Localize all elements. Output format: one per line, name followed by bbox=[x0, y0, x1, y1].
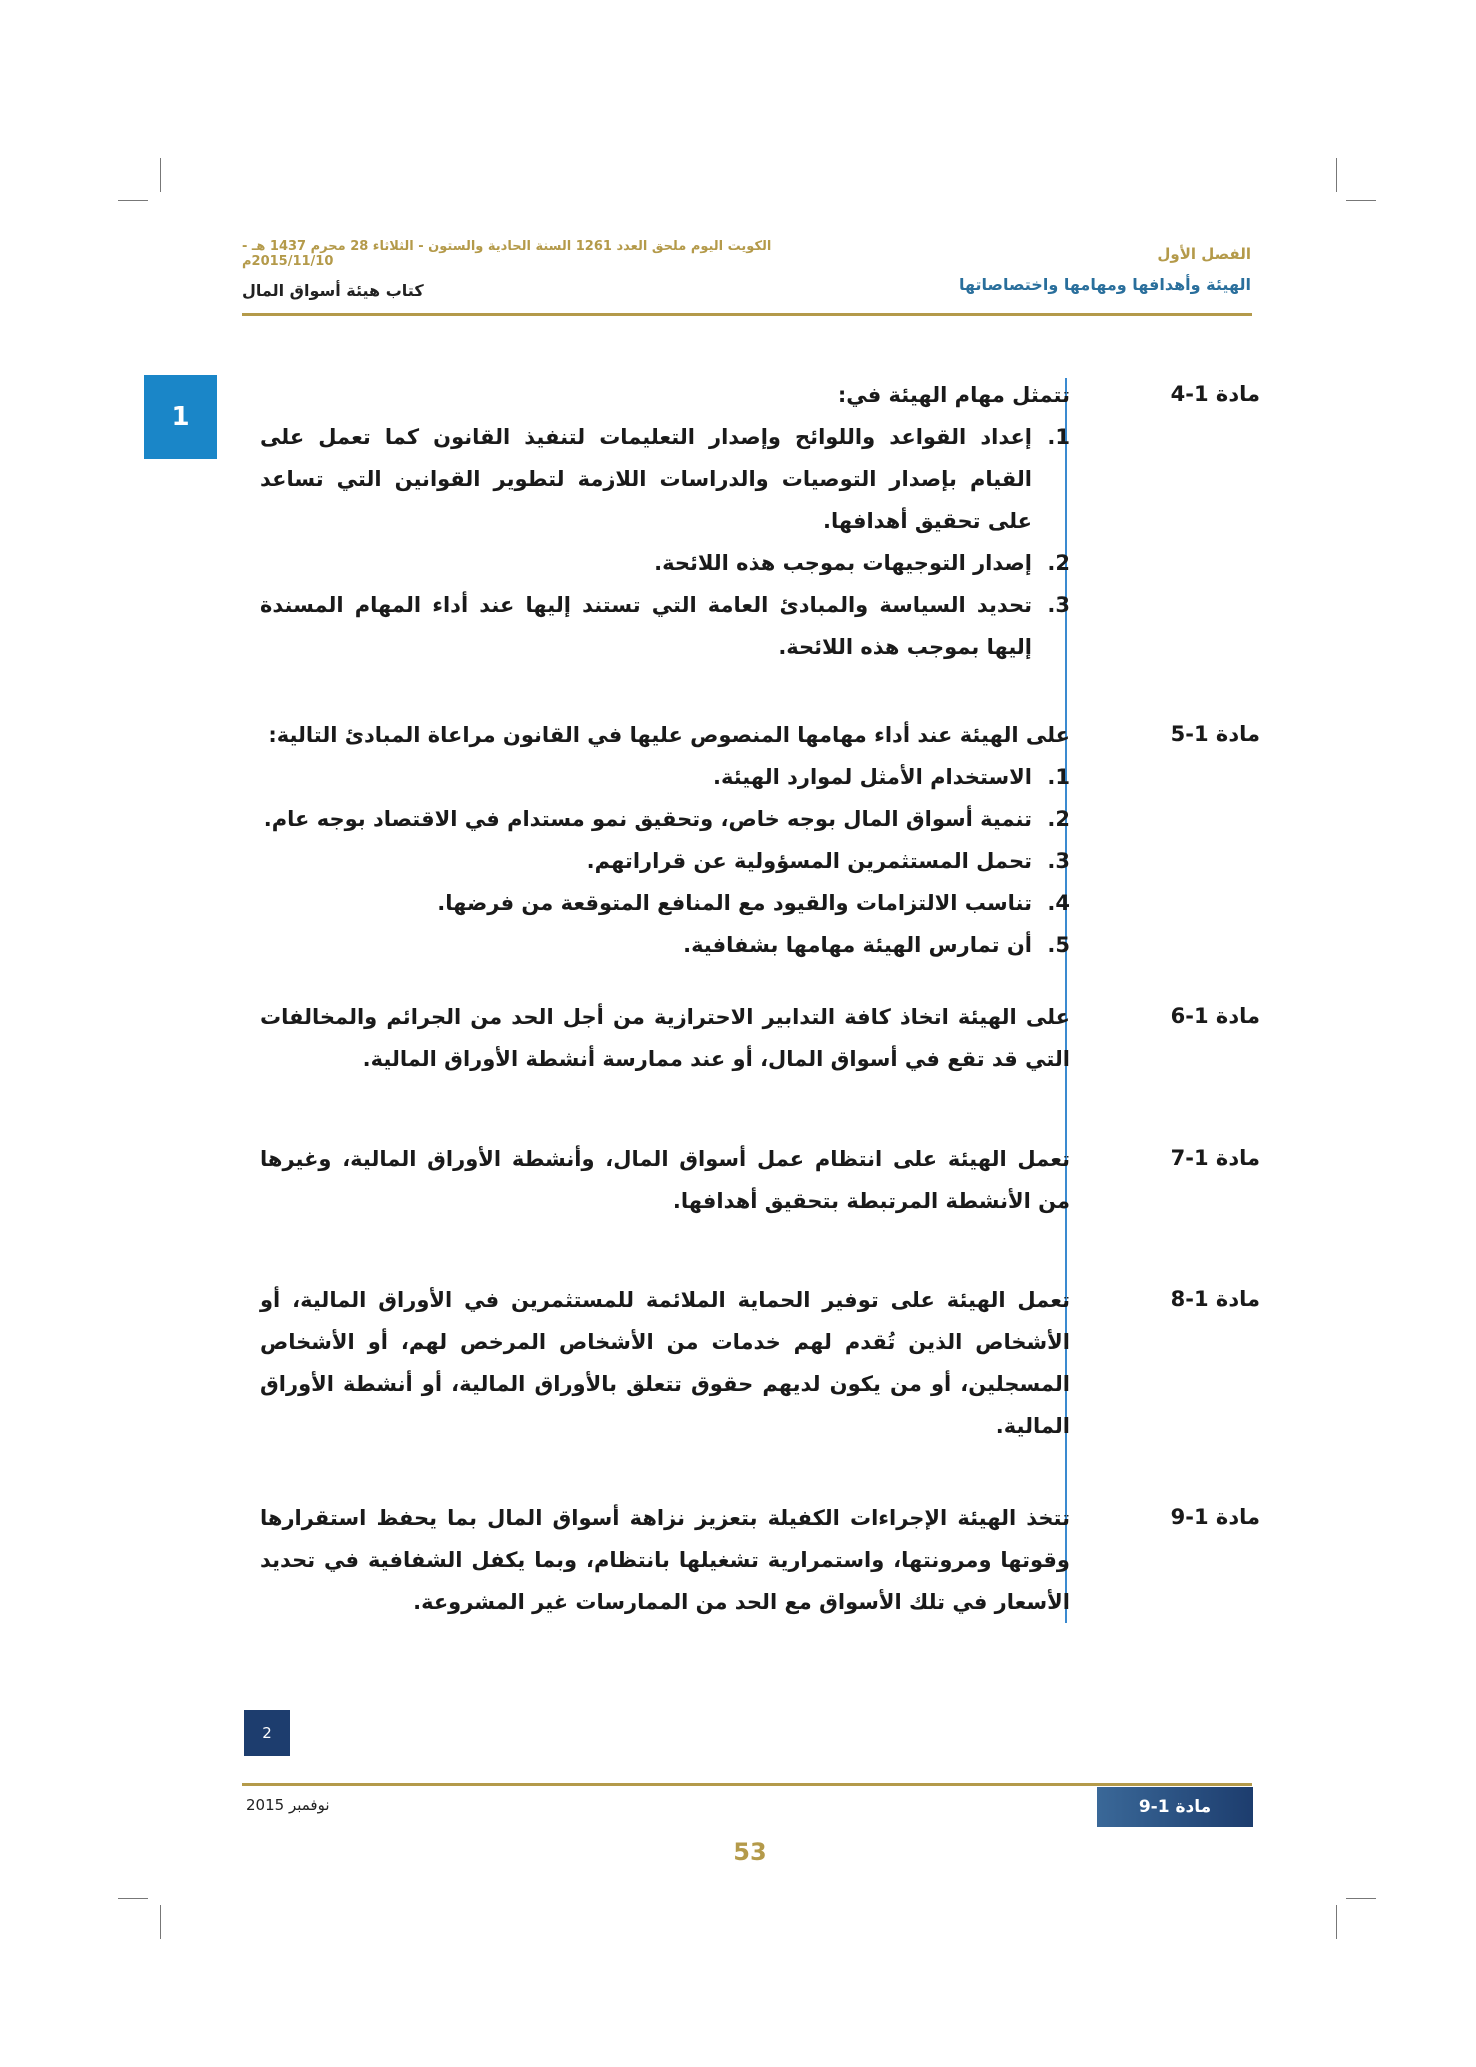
list-item bbox=[260, 416, 1070, 542]
list-item bbox=[260, 840, 1070, 882]
footer-divider bbox=[242, 1783, 1252, 1786]
footer-date: نوفمبر 2015 bbox=[246, 1796, 330, 1814]
list-item bbox=[260, 756, 1070, 798]
section-page-box: 2 bbox=[244, 1710, 290, 1756]
article-label: مادة 1-5 bbox=[1170, 722, 1260, 746]
article-text: تتخذ الهيئة الإجراءات الكفيلة بتعزيز نزاهة أسواق المال بما يحفظ استقرارها وقوتها ومرونتها، واستمرارية تشغيلها بانتظام، وبما يكفل الشفافية في تحديد الأسعار في تلك الأسواق مع الحد من الممارسات غير المشروعة. bbox=[260, 1506, 1070, 1614]
crop-mark bbox=[118, 200, 148, 201]
list-number: 1. bbox=[1047, 425, 1070, 449]
article-intro: على الهيئة عند أداء مهامها المنصوص عليها في القانون مراعاة المبادئ التالية: bbox=[268, 723, 1070, 747]
list-item bbox=[260, 924, 1070, 966]
list-number: 4. bbox=[1047, 891, 1070, 915]
article-intro: تتمثل مهام الهيئة في: bbox=[837, 383, 1070, 407]
article-list bbox=[260, 756, 1070, 966]
chapter-tab: 1 bbox=[144, 375, 217, 459]
chapter-subtitle: الهيئة وأهدافها ومهامها واختصاصاتها bbox=[958, 275, 1251, 294]
list-text: الاستخدام الأمثل لموارد الهيئة. bbox=[713, 765, 1032, 789]
article-label: مادة 1-6 bbox=[1170, 1004, 1260, 1028]
article-text: على الهيئة اتخاذ كافة التدابير الاحترازية من أجل الحد من الجرائم والمخالفات التي قد تقع في أسواق المال، أو عند ممارسة أنشطة الأوراق المالية. bbox=[260, 1005, 1070, 1071]
list-number: 2. bbox=[1047, 551, 1070, 575]
book-title: كتاب هيئة أسواق المال bbox=[242, 281, 424, 300]
list-text: تنمية أسواق المال بوجه خاص، وتحقيق نمو مستدام في الاقتصاد بوجه عام. bbox=[263, 807, 1032, 831]
list-text: تحمل المستثمرين المسؤولية عن قراراتهم. bbox=[586, 849, 1032, 873]
article-label: مادة 1-7 bbox=[1170, 1146, 1260, 1170]
list-number: 2. bbox=[1047, 807, 1070, 831]
crop-mark bbox=[1336, 1905, 1337, 1939]
list-number: 5. bbox=[1047, 933, 1070, 957]
list-item bbox=[260, 882, 1070, 924]
chapter-title: الفصل الأول bbox=[1157, 245, 1251, 263]
article-text: تعمل الهيئة على انتظام عمل أسواق المال، وأنشطة الأوراق المالية، وغيرها من الأنشطة المرتبطة بتحقيق أهدافها. bbox=[260, 1147, 1070, 1213]
article-text: تعمل الهيئة على توفير الحماية الملائمة للمستثمرين في الأوراق المالية، أو الأشخاص الذين تُقدم لهم خدمات من الأشخاص المرخص لهم، أو الأشخاص المسجلين، أو من يكون لديهم حقوق تتعلق بالأوراق المالية، أو أنشطة الأوراق المالية. bbox=[260, 1288, 1070, 1438]
crop-mark bbox=[118, 1898, 148, 1899]
article-label: مادة 1-9 bbox=[1170, 1505, 1260, 1529]
page-number: 53 bbox=[733, 1838, 767, 1866]
crop-mark bbox=[160, 158, 161, 192]
list-number: 3. bbox=[1047, 593, 1070, 617]
list-text: أن تمارس الهيئة مهامها بشفافية. bbox=[683, 933, 1032, 957]
crop-mark bbox=[1346, 200, 1376, 201]
crop-mark bbox=[1336, 158, 1337, 192]
list-item bbox=[260, 584, 1070, 668]
list-number: 3. bbox=[1047, 849, 1070, 873]
list-number: 1. bbox=[1047, 765, 1070, 789]
article-label: مادة 1-8 bbox=[1170, 1287, 1260, 1311]
header-divider bbox=[242, 313, 1252, 316]
list-text: إعداد القواعد واللوائح وإصدار التعليمات لتنفيذ القانون كما تعمل على القيام بإصدار التوصيات والدراسات اللازمة لتطوير القوانين التي تساعد على تحقيق أهدافها. bbox=[260, 425, 1032, 533]
crop-mark bbox=[160, 1905, 161, 1939]
crop-mark bbox=[1346, 1898, 1376, 1899]
footer-article-tab: مادة 1-9 bbox=[1097, 1787, 1253, 1827]
gazette-line: الكويت اليوم ملحق العدد 1261 السنة الحادية والستون - الثلاثاء 28 محرم 1437 هـ - 2015/11/10م bbox=[242, 239, 772, 269]
list-text: إصدار التوجيهات بموجب هذه اللائحة. bbox=[654, 551, 1032, 575]
article-label: مادة 1-4 bbox=[1170, 382, 1260, 406]
list-text: تناسب الالتزامات والقيود مع المنافع المتوقعة من فرضها. bbox=[437, 891, 1032, 915]
list-item bbox=[260, 798, 1070, 840]
list-text: تحديد السياسة والمبادئ العامة التي تستند إليها عند أداء المهام المسندة إليها بموجب هذه اللائحة. bbox=[260, 593, 1032, 659]
article-list bbox=[260, 416, 1070, 668]
list-item bbox=[260, 542, 1070, 584]
